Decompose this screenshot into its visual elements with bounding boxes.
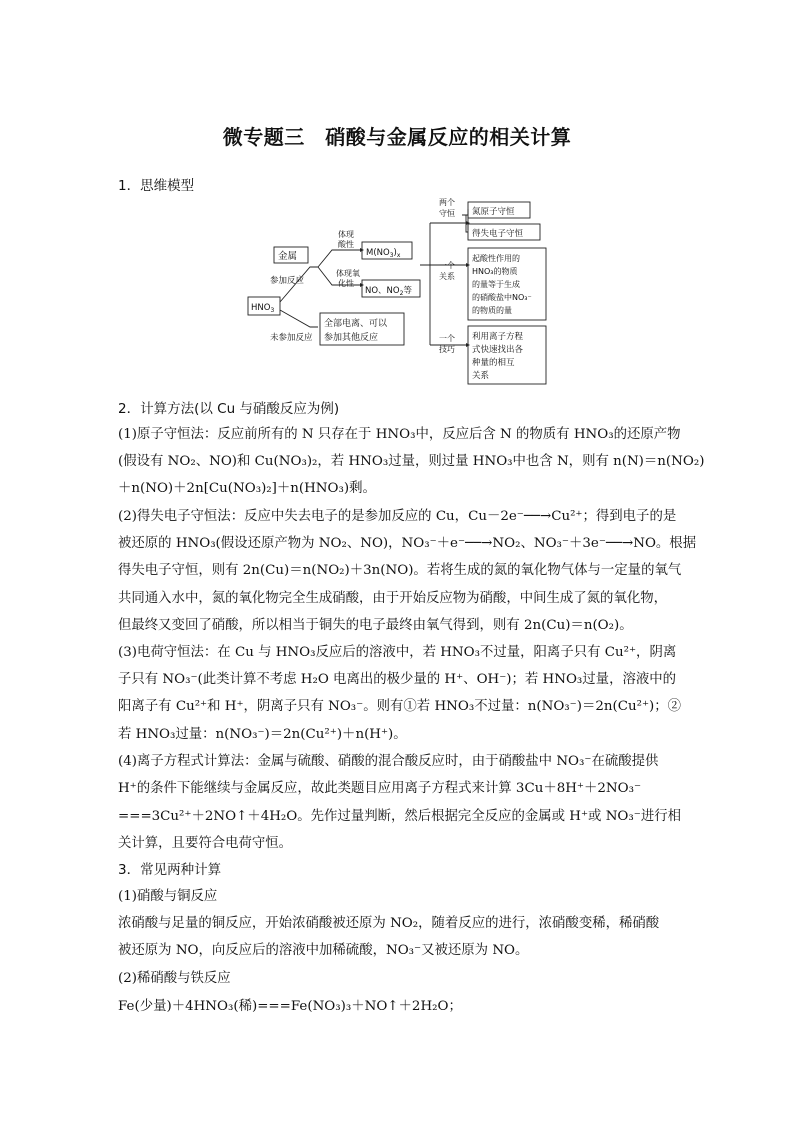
relation-line-3: 的量等于生成 [472, 280, 520, 289]
arrow-to-mno3 [318, 250, 360, 267]
copper-line-1: 浓硝酸与足量的铜反应，开始浓硝酸被还原为 NO₂，随着反应的进行，浓硝酸变稀，稀硝酸 [118, 916, 660, 931]
no-no2-label: NO、$NO_2$等 [365, 286, 412, 297]
two-conservation-label-1: 两个 [439, 198, 455, 207]
method-line: 关计算，且要符合电荷守恒。 [118, 836, 293, 851]
acidity-label-1: 体现 [338, 230, 354, 239]
method-line: H⁺的条件下能继续与金属反应，故此类题目应用离子方程式来计算 3Cu＋8H⁺＋2NO₃⁻ [118, 781, 642, 796]
iron-equation: Fe(少量)＋4HNO₃(稀)===Fe(NO₃)₃＋NO↑＋2H₂O； [118, 999, 462, 1014]
technique-line-2: 式快速找出各 [472, 345, 524, 355]
one-relation-label-1: 一个 [439, 261, 455, 270]
section-heading-2: 2．计算方法(以 Cu 与硝酸反应为例) [118, 401, 340, 417]
method-line: 共同通入水中，氮的氧化物完全生成硝酸，由于开始反应物为硝酸，中间生成了氮的氧化物， [118, 591, 668, 606]
method-line: 但最终又变回了硝酸，所以相当于铜失的电子最终由氧气得到，则有 2n(Cu)＝n(O₂)。 [118, 618, 633, 633]
relation-line-4: 的硝酸盐中NO₃⁻ [472, 293, 532, 302]
method-line: (4)离子方程式计算法：金属与硫酸、硝酸的混合酸反应时，由于硝酸盐中 NO₃⁻在硫酸提供 [118, 754, 659, 769]
subsection-copper: (1)硝酸与铜反应 [118, 889, 218, 904]
electron-conservation-text: 得失电子守恒 [472, 229, 524, 239]
method-line: (3)电荷守恒法：在 Cu 与 HNO₃反应后的溶液中，若 HNO₃不过量，阳离子只有 Cu²⁺，阴离 [118, 645, 677, 660]
participate-label: 参加反应 [270, 276, 305, 286]
arrow-to-unreacted [280, 310, 318, 327]
unreacted-text-1: 全部电离、可以 [324, 319, 388, 329]
hno3-label: $HNO_3$ [251, 303, 275, 314]
copper-line-2: 被还原为 NO，向反应后的溶液中加稀硫酸，NO₃⁻又被还原为 NO。 [118, 943, 529, 958]
unreacted-text-2: 参加其他反应 [324, 333, 379, 343]
page-title: 微专题三 硝酸与金属反应的相关计算 [222, 125, 572, 149]
method-line: 得失电子守恒，则有 2n(Cu)＝n(NO₂)＋3n(NO)。若将生成的氮的氧化物气体与一定量的氧气 [118, 563, 682, 578]
bracket-line [420, 223, 430, 265]
metal-label: 金属 [278, 251, 298, 262]
oxidizing-label-1: 体现氧 [336, 269, 360, 278]
method-line: 子只有 NO₃⁻(此类计算不考虑 H₂O 电离出的极少量的 H⁺、OH⁻)；若 HNO₃过量，溶液中的 [118, 672, 677, 687]
one-technique-label-2: 技巧 [439, 345, 455, 354]
relation-line-2: HNO₃的物质 [472, 267, 518, 276]
subsection-iron: (2)稀硝酸与铁反应 [118, 971, 231, 986]
method-line: (假设有 NO₂、NO)和 Cu(NO₃)₂，若 HNO₃过量，则过量 HNO₃中也含 N，则有 n(N)＝n(NO₂) [118, 454, 705, 469]
not-participate-label: 未参加反应 [270, 333, 313, 343]
mno3-label: $M(NO_3)_x$ [366, 248, 401, 259]
method-line: ＋n(NO)＋2n[Cu(NO₃)₂]＋n(HNO₃)剩。 [118, 481, 376, 496]
method-line: 阳离子有 Cu²⁺和 H⁺，阴离子只有 NO₃⁻。则有①若 HNO₃不过量：n(NO₃⁻)＝2n(Cu²⁺)；② [118, 699, 682, 714]
thinking-model-diagram [240, 195, 560, 390]
method-line: (2)得失电子守恒法：反应中失去电子的是参加反应的 Cu，Cu－2e⁻──→Cu²⁺；得到电子的是 [118, 509, 677, 524]
section-heading-3: 3．常见两种计算 [118, 862, 222, 878]
one-relation-label-2: 关系 [439, 272, 455, 281]
relation-line-1: 起酸性作用的 [472, 254, 520, 263]
method-line: 若 HNO₃过量：n(NO₃⁻)＝2n(Cu²⁺)＋n(H⁺)。 [118, 727, 407, 742]
acidity-label-2: 酸性 [338, 240, 354, 249]
technique-line-4: 关系 [472, 371, 490, 381]
n-conservation-text: 氮原子守恒 [472, 207, 515, 217]
relation-line-5: 的物质的量 [472, 306, 512, 315]
section-heading-1: 1．思维模型 [118, 178, 195, 194]
one-technique-label-1: 一个 [439, 334, 455, 343]
method-line: ===3Cu²⁺＋2NO↑＋4H₂O。先作过量判断，然后根据完全反应的金属或 H⁺或 NO₃⁻进行相 [118, 809, 682, 824]
method-line: 被还原的 HNO₃(假设还原产物为 NO₂、NO)，NO₃⁻＋e⁻──→NO₂、NO₃⁻＋3e⁻──→NO。根据 [118, 536, 697, 551]
two-conservation-label-2: 守恒 [439, 209, 455, 218]
technique-line-1: 利用离子方程 [472, 332, 524, 342]
method-line: (1)原子守恒法：反应前所有的 N 只存在于 HNO₃中，反应后含 N 的物质有 HNO₃的还原产物 [118, 427, 681, 442]
oxidizing-label-2: 化性 [338, 279, 354, 288]
technique-line-3: 种量的相互 [472, 358, 515, 368]
